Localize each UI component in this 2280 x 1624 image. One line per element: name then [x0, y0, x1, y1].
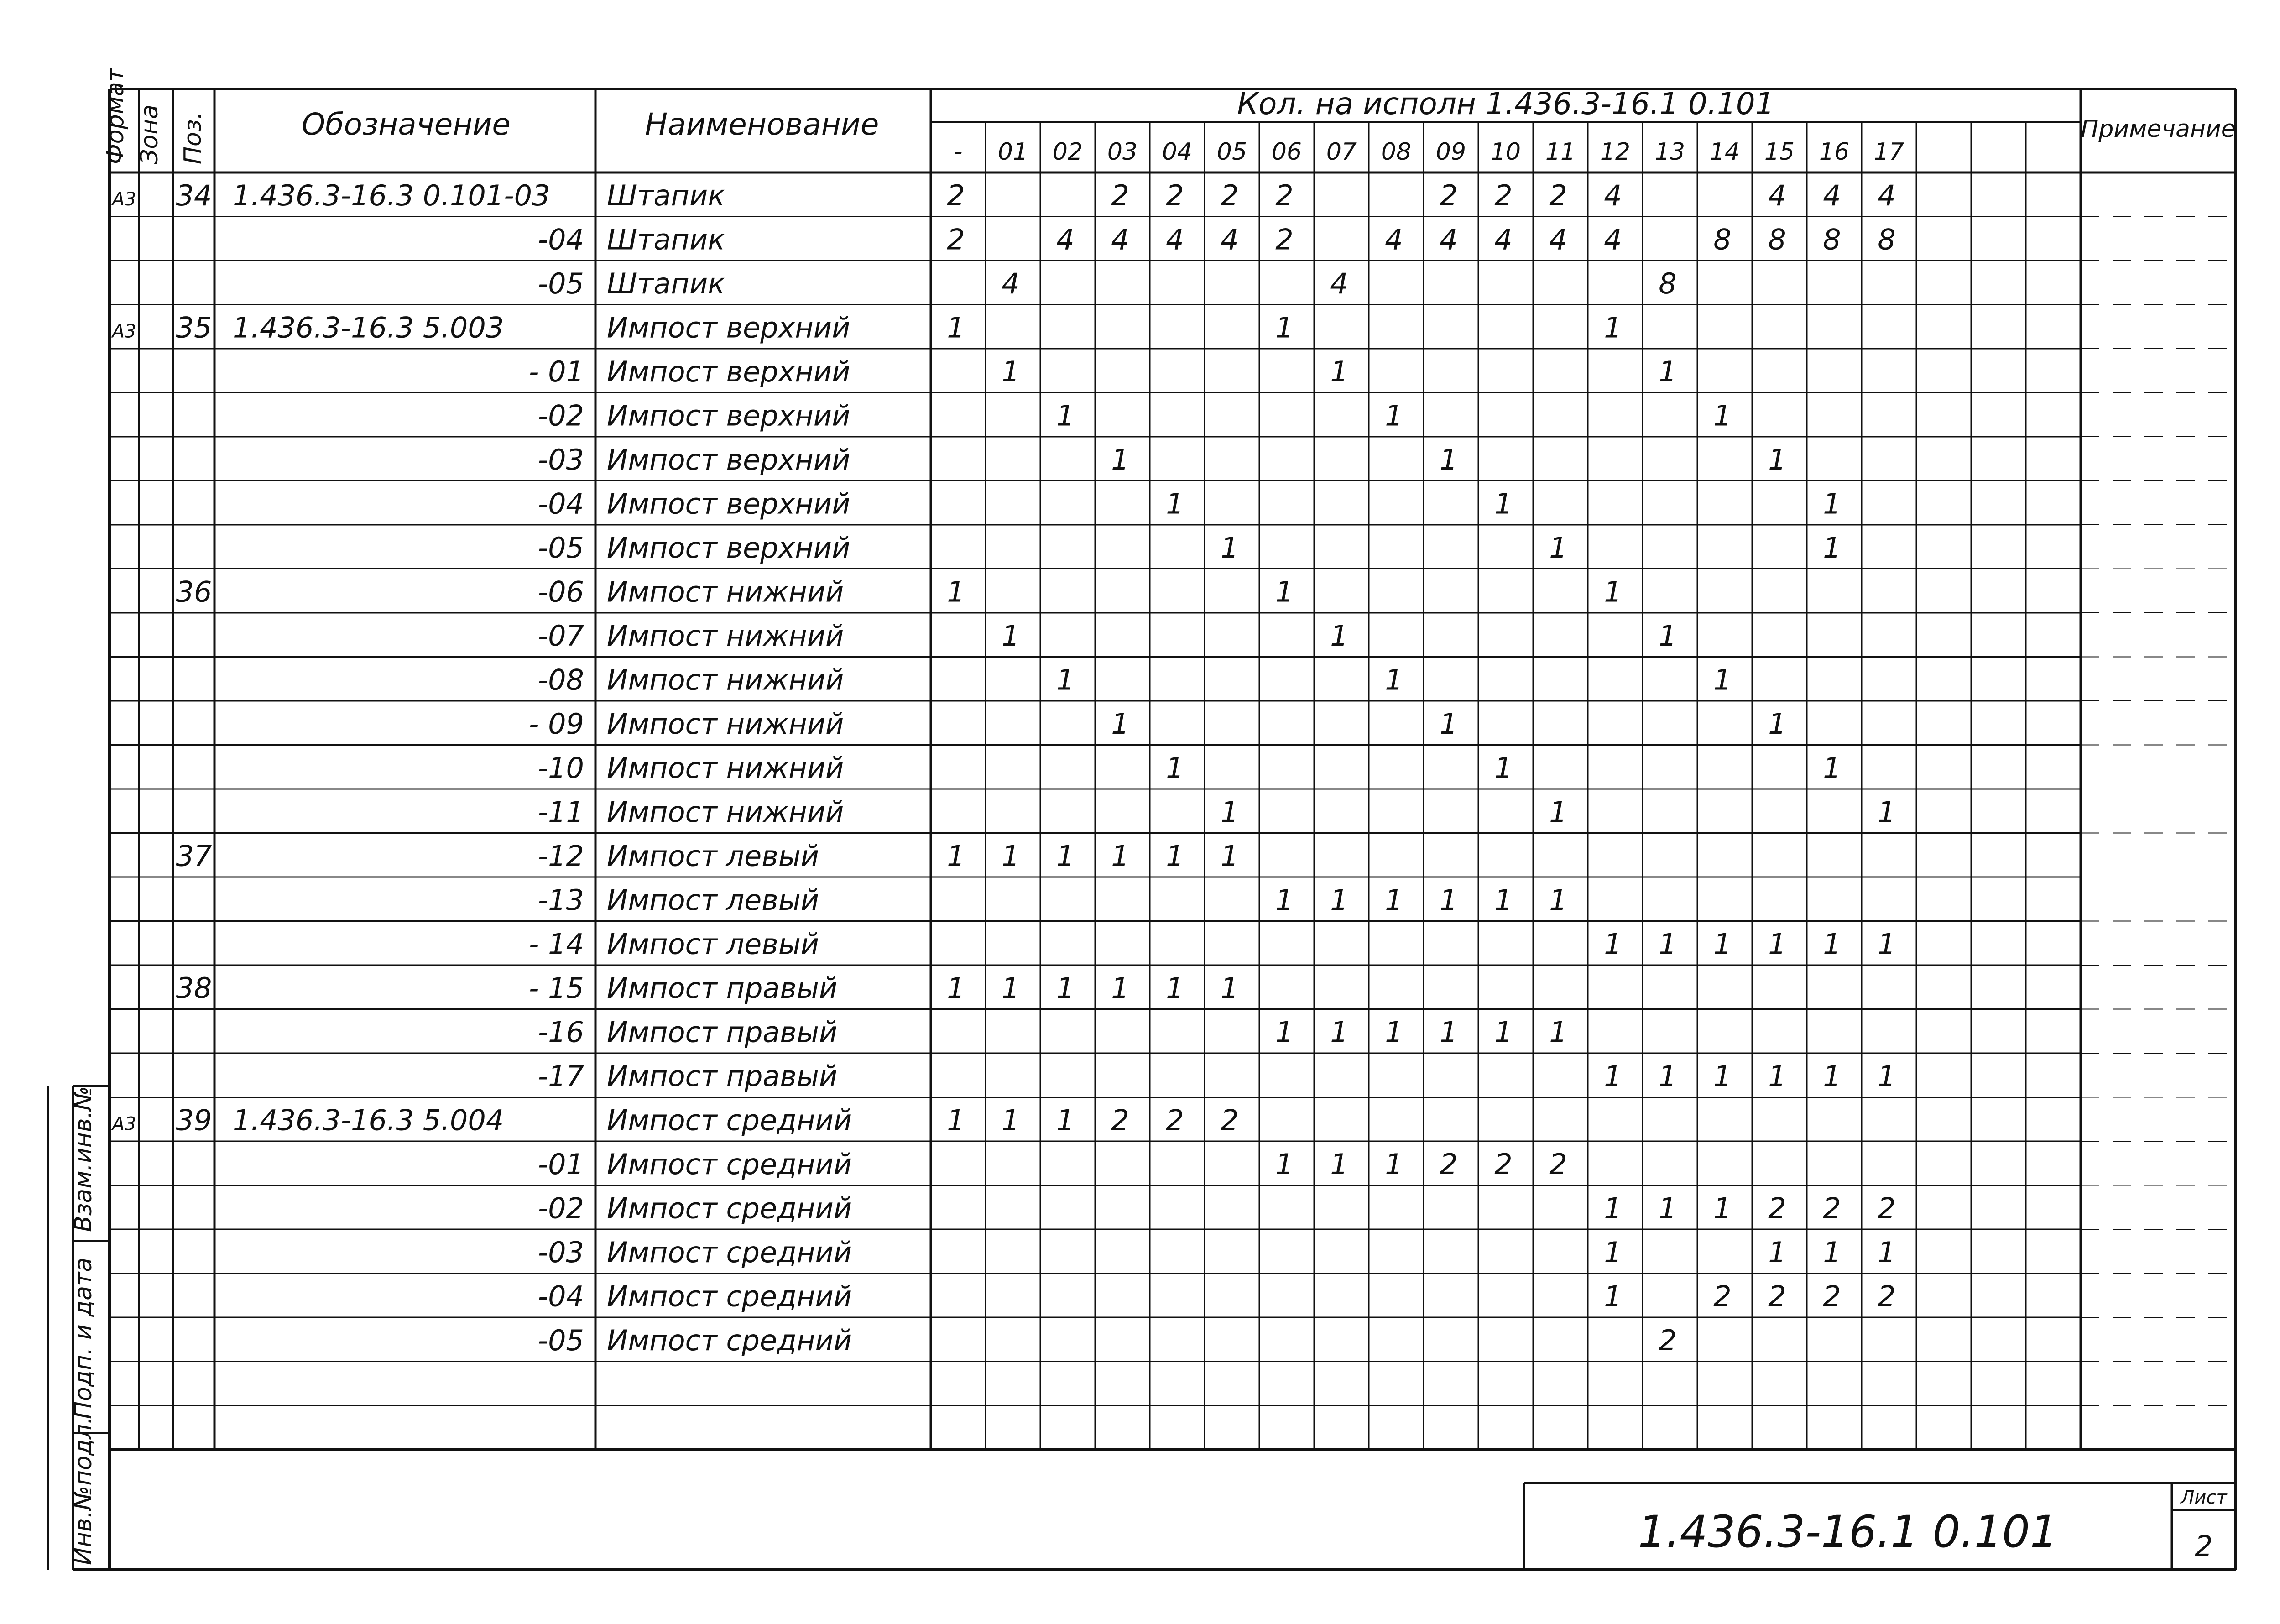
qty-cell: 1: [1659, 1060, 1677, 1093]
row-name: Импост левый: [607, 839, 819, 873]
qty-cell: 1: [1166, 487, 1184, 521]
row-designation: -05: [537, 1324, 584, 1357]
qty-cell: 1: [1166, 971, 1184, 1005]
qty-cell: 2: [1111, 1103, 1129, 1137]
qty-cell: 1: [1002, 355, 1020, 388]
variant-header-17: 17: [1873, 138, 1904, 166]
qty-cell: 1: [1385, 1015, 1403, 1049]
qty-cell: 1: [1330, 1148, 1348, 1181]
variant-header-12: 12: [1600, 138, 1631, 166]
qty-cell: 2: [947, 223, 965, 256]
qty-cell: 1: [1166, 839, 1184, 873]
variant-header-8: 08: [1381, 138, 1412, 166]
qty-cell: 1: [1385, 663, 1403, 697]
row-name: Импост верхний: [607, 355, 850, 388]
header-zone: Зона: [136, 104, 163, 164]
row-name: Импост нижний: [607, 751, 844, 785]
row-name: Импост нижний: [607, 707, 844, 741]
row-designation: -17: [537, 1060, 584, 1093]
qty-cell: 1: [1604, 1236, 1622, 1269]
qty-cell: 1: [1166, 751, 1184, 785]
qty-cell: 1: [1768, 927, 1786, 961]
side-label-inventory: Инв.№подл.: [70, 1416, 97, 1565]
qty-cell: 1: [947, 575, 965, 609]
qty-cell: 1: [1002, 839, 1020, 873]
qty-cell: 2: [1878, 1191, 1896, 1225]
row-designation: -16: [537, 1015, 584, 1049]
qty-cell: 1: [1330, 619, 1348, 653]
qty-cell: 2: [1440, 1148, 1458, 1181]
row-name: Импост средний: [607, 1103, 852, 1137]
qty-cell: 2: [1221, 179, 1239, 212]
qty-cell: 2: [1494, 1148, 1513, 1181]
qty-cell: 4: [1604, 179, 1622, 212]
stamp-sheet-number: 2: [2195, 1530, 2213, 1563]
qty-cell: 1: [1604, 927, 1622, 961]
row-designation: -02: [537, 1191, 584, 1225]
qty-cell: 4: [1604, 223, 1622, 256]
header-pos: Поз.: [179, 111, 207, 164]
qty-cell: 2: [1275, 223, 1294, 256]
variant-header-16: 16: [1819, 138, 1850, 166]
qty-cell: 1: [1823, 531, 1841, 564]
qty-cell: 1: [1056, 971, 1075, 1005]
row-designation: -11: [537, 795, 584, 829]
qty-cell: 1: [1111, 971, 1129, 1005]
row-designation: -01: [537, 1148, 584, 1181]
row-designation: -13: [537, 883, 584, 917]
qty-cell: 1: [1440, 1015, 1458, 1049]
row-name: Импост верхний: [607, 399, 850, 433]
qty-cell: 1: [1494, 487, 1513, 521]
variant-header-6: 06: [1271, 138, 1302, 166]
qty-cell: 1: [1111, 707, 1129, 741]
row-designation: - 15: [529, 971, 584, 1005]
qty-cell: 1: [1713, 1191, 1732, 1225]
stamp-sheet-label: Лист: [2181, 1487, 2227, 1508]
qty-cell: 1: [1713, 1060, 1732, 1093]
header-format: Формат: [102, 68, 129, 164]
qty-cell: 1: [947, 839, 965, 873]
row-designation: - 01: [529, 355, 584, 388]
qty-cell: 2: [1549, 1148, 1567, 1181]
qty-cell: 4: [1166, 223, 1184, 256]
qty-cell: 1: [1275, 311, 1294, 345]
variant-header-0: -: [954, 138, 963, 166]
row-format: А3: [112, 321, 136, 342]
qty-cell: 1: [1768, 443, 1786, 476]
qty-cell: 1: [1823, 1060, 1841, 1093]
row-format: А3: [112, 189, 136, 210]
qty-cell: 1: [1275, 1148, 1294, 1181]
qty-cell: 2: [1878, 1279, 1896, 1313]
qty-cell: 1: [1659, 1191, 1677, 1225]
row-designation: -05: [537, 531, 584, 564]
row-name: Импост левый: [607, 883, 819, 917]
qty-cell: 1: [1111, 443, 1129, 476]
variant-header-7: 07: [1326, 138, 1357, 166]
row-name: Импост средний: [607, 1148, 852, 1181]
row-designation: -12: [537, 839, 584, 873]
qty-cell: 1: [1002, 971, 1020, 1005]
row-designation: -03: [537, 1236, 584, 1269]
qty-cell: 1: [1275, 575, 1294, 609]
row-position: 36: [176, 575, 212, 609]
row-designation: -04: [537, 223, 584, 256]
qty-cell: 1: [1659, 355, 1677, 388]
qty-cell: 1: [1549, 531, 1567, 564]
qty-cell: 1: [1878, 1236, 1896, 1269]
row-designation: -02: [537, 399, 584, 433]
row-designation: 1.436.3-16.3 5.003: [233, 311, 504, 345]
qty-cell: 1: [1549, 795, 1567, 829]
row-designation: -03: [537, 443, 584, 476]
stamp-doc-number: 1.436.3-16.1 0.101: [1638, 1506, 2058, 1557]
qty-cell: 2: [947, 179, 965, 212]
variant-header-10: 10: [1490, 138, 1521, 166]
header-designation: Обозначение: [302, 107, 511, 142]
qty-cell: 1: [1713, 399, 1732, 433]
side-label-sign-date: Подп. и дата: [70, 1257, 97, 1419]
qty-cell: 1: [1440, 443, 1458, 476]
header-note: Примечание: [2081, 115, 2236, 143]
qty-cell: 2: [1221, 1103, 1239, 1137]
row-position: 39: [176, 1103, 212, 1137]
qty-cell: 2: [1166, 179, 1184, 212]
row-name: Импост верхний: [607, 487, 850, 521]
row-name: Штапик: [607, 223, 725, 256]
qty-cell: 1: [1823, 927, 1841, 961]
qty-cell: 2: [1494, 179, 1513, 212]
qty-cell: 1: [1494, 883, 1513, 917]
qty-cell: 1: [1713, 927, 1732, 961]
row-name: Импост верхний: [607, 311, 850, 345]
qty-cell: 1: [1056, 663, 1075, 697]
qty-cell: 1: [1385, 883, 1403, 917]
row-name: Импост нижний: [607, 663, 844, 697]
header-qty-title: Кол. на исполн 1.436.3-16.1 0.101: [1237, 86, 1774, 121]
qty-cell: 1: [1056, 1103, 1075, 1137]
qty-cell: 1: [1713, 663, 1732, 697]
qty-cell: 2: [1713, 1279, 1732, 1313]
qty-cell: 1: [1221, 839, 1239, 873]
row-designation: -05: [537, 267, 584, 300]
variant-header-2: 02: [1052, 138, 1083, 166]
row-name: Импост нижний: [607, 619, 844, 653]
qty-cell: 1: [1823, 1236, 1841, 1269]
row-position: 34: [176, 179, 212, 212]
row-designation: - 09: [529, 707, 584, 741]
qty-cell: 1: [1221, 795, 1239, 829]
row-name: Импост средний: [607, 1191, 852, 1225]
variant-header-11: 11: [1545, 138, 1576, 166]
qty-cell: 2: [1549, 179, 1567, 212]
qty-cell: 1: [1549, 1015, 1567, 1049]
qty-cell: 1: [947, 311, 965, 345]
row-name: Импост верхний: [607, 531, 850, 564]
variant-header-9: 09: [1435, 138, 1466, 166]
qty-cell: 1: [1604, 1060, 1622, 1093]
qty-cell: 4: [1494, 223, 1513, 256]
qty-cell: 4: [1221, 223, 1239, 256]
row-designation: 1.436.3-16.3 0.101-03: [233, 179, 550, 212]
row-designation: -10: [537, 751, 584, 785]
qty-cell: 4: [1056, 223, 1075, 256]
qty-cell: 1: [1221, 531, 1239, 564]
row-name: Импост правый: [607, 971, 838, 1005]
qty-cell: 2: [1768, 1191, 1786, 1225]
qty-cell: 4: [1385, 223, 1403, 256]
qty-cell: 1: [1604, 575, 1622, 609]
qty-cell: 4: [1768, 179, 1786, 212]
variant-header-1: 01: [997, 138, 1028, 166]
qty-cell: 1: [1549, 883, 1567, 917]
variant-header-3: 03: [1107, 138, 1138, 166]
qty-cell: 1: [1330, 355, 1348, 388]
variant-header-14: 14: [1709, 138, 1740, 166]
qty-cell: 4: [1878, 179, 1896, 212]
qty-cell: 1: [1440, 883, 1458, 917]
qty-cell: 1: [1440, 707, 1458, 741]
row-name: Импост нижний: [607, 575, 844, 609]
qty-cell: 2: [1823, 1279, 1841, 1313]
row-designation: -08: [537, 663, 584, 697]
qty-cell: 1: [1659, 619, 1677, 653]
qty-cell: 8: [1878, 223, 1896, 256]
row-name: Импост средний: [607, 1236, 852, 1269]
row-name: Импост правый: [607, 1060, 838, 1093]
qty-cell: 2: [1440, 179, 1458, 212]
qty-cell: 8: [1713, 223, 1732, 256]
qty-cell: 1: [1768, 707, 1786, 741]
qty-cell: 1: [1494, 751, 1513, 785]
qty-cell: 2: [1823, 1191, 1841, 1225]
row-name: Импост средний: [607, 1324, 852, 1357]
row-position: 35: [176, 311, 212, 345]
qty-cell: 8: [1659, 267, 1677, 300]
qty-cell: 4: [1440, 223, 1458, 256]
row-name: Штапик: [607, 179, 725, 212]
row-name: Импост средний: [607, 1279, 852, 1313]
qty-cell: 1: [947, 1103, 965, 1137]
qty-cell: 1: [1823, 751, 1841, 785]
qty-cell: 2: [1659, 1324, 1677, 1357]
row-name: Импост левый: [607, 927, 819, 961]
qty-cell: 1: [1878, 1060, 1896, 1093]
qty-cell: 4: [1330, 267, 1348, 300]
variant-header-5: 05: [1216, 138, 1247, 166]
row-designation: - 14: [529, 927, 584, 961]
qty-cell: 4: [1111, 223, 1129, 256]
qty-cell: 4: [1002, 267, 1020, 300]
qty-cell: 4: [1823, 179, 1841, 212]
qty-cell: 1: [1878, 795, 1896, 829]
qty-cell: 2: [1768, 1279, 1786, 1313]
row-name: Импост нижний: [607, 795, 844, 829]
qty-cell: 2: [1275, 179, 1294, 212]
row-designation: -07: [537, 619, 584, 653]
qty-cell: 1: [1385, 1148, 1403, 1181]
row-designation: 1.436.3-16.3 5.004: [233, 1103, 504, 1137]
row-designation: -06: [537, 575, 584, 609]
row-designation: -04: [537, 487, 584, 521]
row-position: 38: [176, 971, 212, 1005]
qty-cell: 1: [1330, 883, 1348, 917]
variant-header-4: 04: [1162, 138, 1193, 166]
qty-cell: 1: [1002, 619, 1020, 653]
qty-cell: 1: [1111, 839, 1129, 873]
qty-cell: 1: [1494, 1015, 1513, 1049]
qty-cell: 1: [1823, 487, 1841, 521]
qty-cell: 2: [1111, 179, 1129, 212]
qty-cell: 1: [947, 971, 965, 1005]
row-name: Импост правый: [607, 1015, 838, 1049]
qty-cell: 1: [1768, 1060, 1786, 1093]
qty-cell: 1: [1221, 971, 1239, 1005]
qty-cell: 1: [1659, 927, 1677, 961]
qty-cell: 8: [1823, 223, 1841, 256]
side-label-replace: Взам.инв.№: [70, 1086, 97, 1232]
qty-cell: 1: [1056, 399, 1075, 433]
row-name: Штапик: [607, 267, 725, 300]
row-format: А3: [112, 1113, 136, 1135]
qty-cell: 1: [1275, 883, 1294, 917]
row-designation: -04: [537, 1279, 584, 1313]
qty-cell: 1: [1878, 927, 1896, 961]
variant-header-13: 13: [1654, 138, 1685, 166]
row-position: 37: [176, 839, 212, 873]
qty-cell: 1: [1275, 1015, 1294, 1049]
qty-cell: 1: [1056, 839, 1075, 873]
qty-cell: 1: [1604, 1191, 1622, 1225]
qty-cell: 1: [1385, 399, 1403, 433]
qty-cell: 1: [1604, 1279, 1622, 1313]
row-name: Импост верхний: [607, 443, 850, 476]
qty-cell: 2: [1166, 1103, 1184, 1137]
qty-cell: 1: [1604, 311, 1622, 345]
variant-header-15: 15: [1764, 138, 1795, 166]
qty-cell: 4: [1549, 223, 1567, 256]
qty-cell: 1: [1002, 1103, 1020, 1137]
qty-cell: 1: [1768, 1236, 1786, 1269]
qty-cell: 1: [1330, 1015, 1348, 1049]
header-name: Наименование: [645, 107, 879, 142]
qty-cell: 8: [1768, 223, 1786, 256]
